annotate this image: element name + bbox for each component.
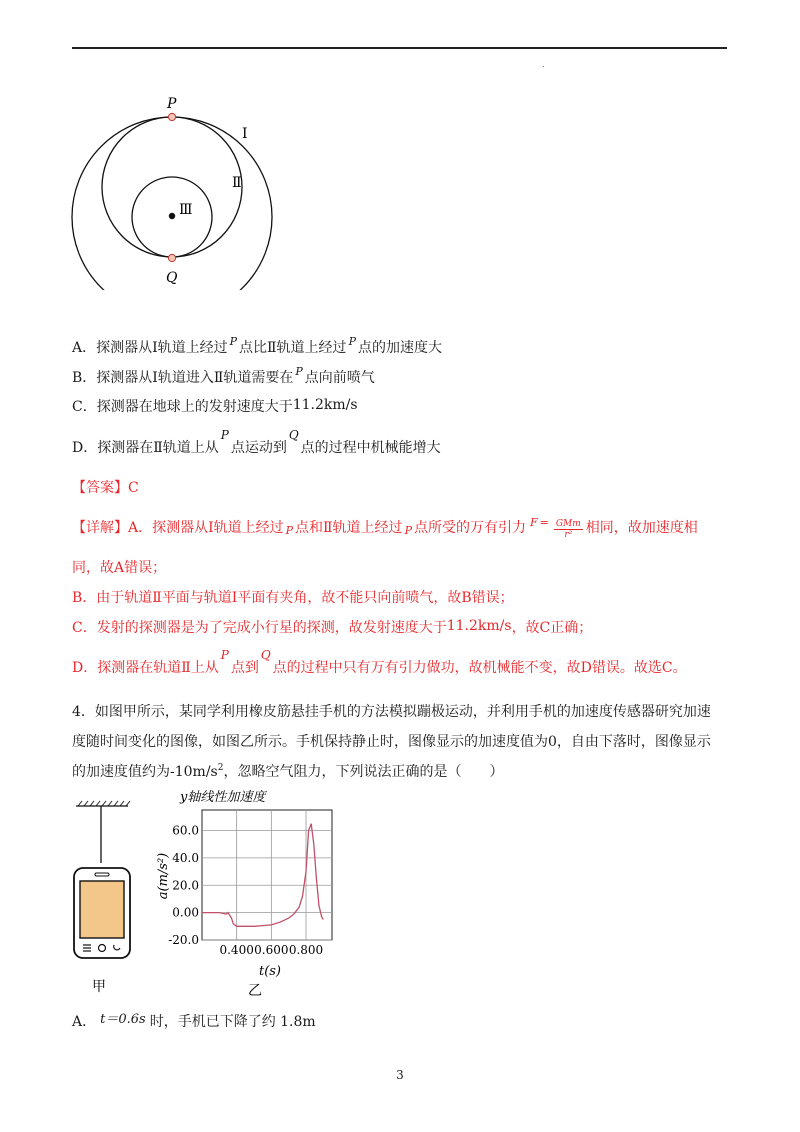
ceiling-hatch (78, 801, 130, 806)
explanation-line-2: 同，故A错误； (72, 560, 167, 576)
page-number: 3 (396, 1068, 404, 1082)
explanation-c: C．发射的探测器是为了完成小行星的探测，故发射速度大于 11.2km/s ，故C正确； (72, 618, 593, 636)
phone-screen (80, 881, 124, 938)
chart-title: y轴线性加速度 (180, 790, 266, 805)
option-q3-d: D．探测器在Ⅱ轨道上从 P 点运动到 Q 点的过程中机械能增大 (72, 428, 441, 456)
header-mark: . (542, 60, 545, 69)
x-tick-label: 0.400 (219, 943, 254, 957)
label-III: Ⅲ (179, 202, 193, 218)
question4-line-2: 度随时间变化的图像，如图乙所示。手机保持静止时，图像显示的加速度值为0，自由下落时，图像显示 (72, 734, 711, 750)
question4-line-1: 4．如图甲所示，某同学利用橡皮筋悬挂手机的方法模拟蹦极运动，并利用手机的加速度传感器研究加速 (72, 704, 711, 720)
orbit-figure (70, 90, 280, 290)
label-P: P (167, 96, 177, 112)
option-q4-a: A． t＝0.6s 时，手机已下降了约 1.8m (72, 1012, 316, 1030)
center-point (169, 213, 175, 219)
option-q3-c: C．探测器在地球上的发射速度大于 11.2km/s (72, 397, 358, 415)
label-Q: Q (166, 270, 178, 286)
answer-label: 【答案】C (72, 480, 139, 496)
question4-line-3: 的加速度值约为$-10m/s^2$，忽略空气阻力，下列说法正确的是（ ） (72, 763, 504, 780)
orbit-I (72, 117, 272, 290)
explanation-line-1: 【详解】A．探测器从Ⅰ轨道上经过 P 点和Ⅱ轨道上经过 P 点所受的万有引力 F = $\frac{\text{GMm}}{\text{r²}}$ 相同，故加速度相 (72, 516, 698, 540)
label-jia: 甲 (92, 979, 106, 995)
explanation-b: B．由于轨道Ⅱ平面与轨道Ⅰ平面有夹角，故不能只向前喷气，故B错误； (72, 590, 514, 606)
explanation-d: D．探测器在轨道Ⅱ上从 P 点到 Q 点的过程中只有万有引力做功，故机械能不变，故D错误。故选C。 (72, 648, 687, 676)
series-line (202, 824, 323, 927)
x-tick-label: 0.800 (288, 943, 324, 957)
gravity-formula: $\frac{\text{GMm}}{\text{r²}}$ (555, 519, 581, 540)
orbit-II (102, 117, 242, 257)
x-tick-label: 0.600 (254, 943, 289, 957)
label-I: Ⅰ (242, 126, 248, 142)
y-axis-label: a(m/s²) (156, 852, 171, 900)
label-yi: 乙 (248, 983, 262, 999)
y-tick-label: 40.0 (172, 850, 199, 865)
y-tick-label: 20.0 (172, 878, 199, 893)
phone-figure (72, 800, 142, 1000)
label-II: Ⅱ (232, 175, 242, 191)
option-q3-b: B．探测器从Ⅰ轨道进入Ⅱ轨道需要在 P 点向前喷气 (72, 365, 375, 386)
x-axis-label: t(s) (258, 964, 282, 979)
header-rule (72, 47, 727, 49)
y-tick-label: 0.00 (172, 905, 199, 920)
y-tick-label: 60.0 (172, 823, 199, 838)
point-Q (168, 254, 175, 261)
point-P (168, 113, 175, 120)
y-tick-label: -20.0 (168, 933, 199, 947)
option-q3-a: A．探测器从Ⅰ轨道上经过 P 点比Ⅱ轨道上经过 P 点的加速度大 (72, 335, 442, 356)
acceleration-chart (150, 784, 350, 999)
